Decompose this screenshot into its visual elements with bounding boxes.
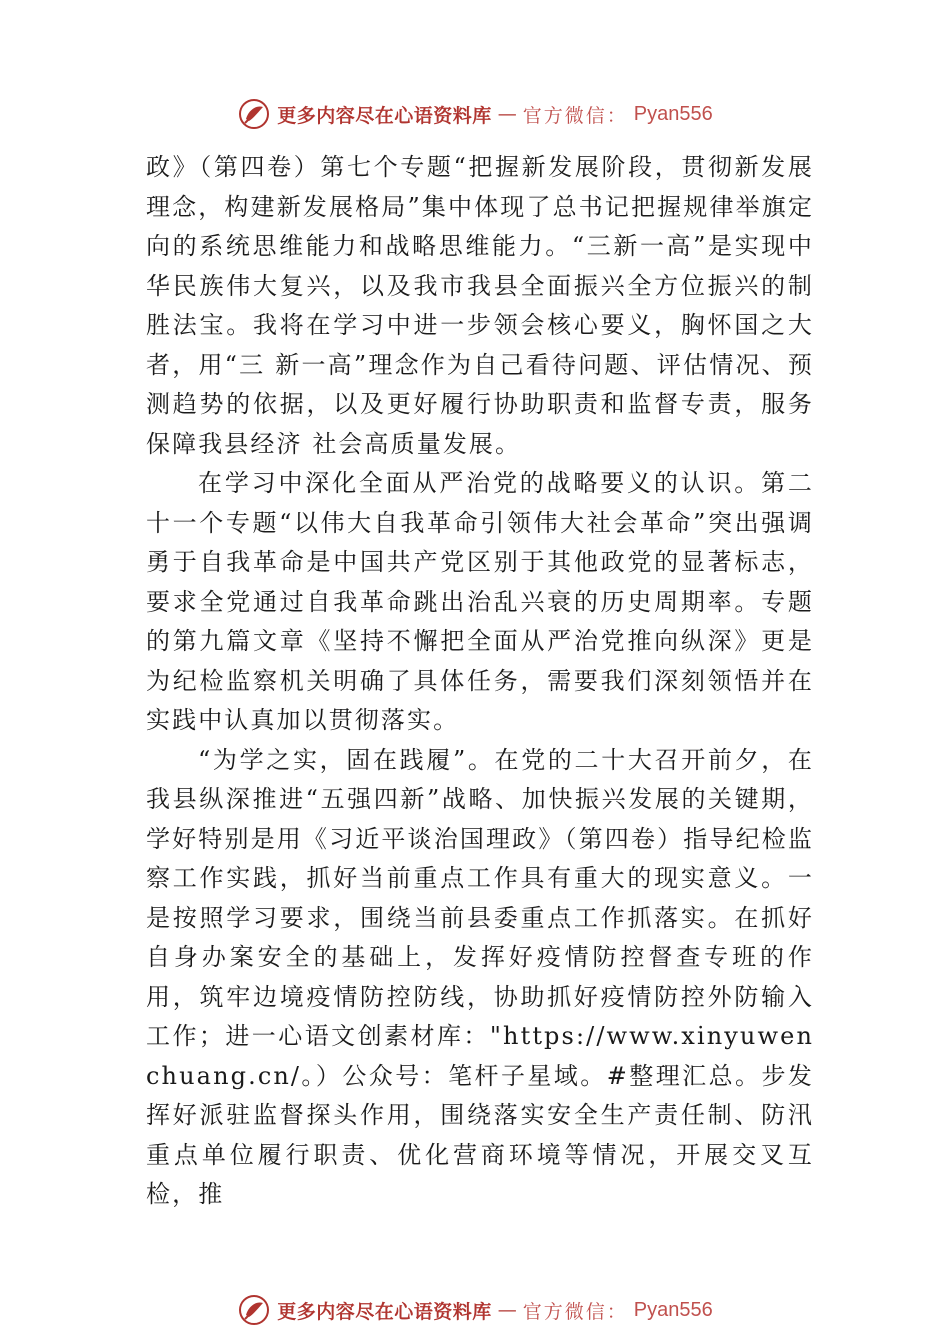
paragraph: “为学之实，固在践履”。在党的二十大召开前夕，在我县纵深推进“五强四新”战略、加快振兴发展的关键期，学好特别是用《习近平谈治国理政》（第四卷）指导纪检监察工作实践，抓好当前重点工作具有重大的现实意义。一是按照学习要求，围绕当前县委重点工作抓落实。在抓好自身办案安全的基础上，发挥好疫情防控督查专班的作用，筑牢边境疫情防控防线，协助抓好疫情防控外防输入工作；进一心语文创素材库："https://www.xinyuwenchuang.cn/。）公众号：笔杆子星域。#整理汇总。步发挥好派驻监督探头作用，围绕落实安全生产责任制、防汛重点单位履行职责、优化营商环境等情况，开展交叉互检，推 — [146, 745, 814, 1208]
banner-dash: — — [497, 103, 517, 125]
brand-logo-icon — [237, 1293, 271, 1327]
paragraph: 政》（第四卷）第七个专题“把握新发展阶段，贯彻新发展理念，构建新发展格局”集中体现了总书记把握规律举旗定向的系统思维能力和战略思维能力。“三新一高”是实现中华民族伟大复兴，以及我市我县全面振兴全方位振兴的制胜法宝。我将在学习中进一步领会核心要义，胸怀国之大者，用“三 新一高”理念作为自己看待问题、评估情况、预测趋势的依据，以及更好履行协助职责和监督专责，服务保障我县经济 社会高质量发展。 — [146, 153, 814, 458]
banner-brand-text: 更多内容尽在心语资料库 — [277, 104, 492, 127]
banner-dash: — — [497, 1299, 517, 1321]
banner-wechat-id: Pyan556 — [633, 1298, 713, 1321]
banner-official-label: 官方微信： — [522, 104, 628, 127]
header-banner — [0, 94, 950, 134]
paragraph: 在学习中深化全面从严治党的战略要义的认识。第二十一个专题“以伟大自我革命引领伟大社会革命”突出强调勇于自我革命是中国共产党区别于其他政党的显著标志，要求全党通过自我革命跳出治乱兴衰的历史周期率。专题的第九篇文章《坚持不懈把全面从严治党推向纵深》更是为纪检监察机关明确了具体任务，需要我们深刻领悟并在实践中认真加以贯彻落实。 — [146, 469, 814, 734]
banner-wechat-id: Pyan556 — [633, 102, 713, 125]
document-body — [146, 148, 814, 1215]
brand-logo-icon — [237, 97, 271, 131]
banner-official-label: 官方微信： — [522, 1300, 628, 1323]
banner-brand-text: 更多内容尽在心语资料库 — [277, 1300, 492, 1323]
footer-banner — [0, 1290, 950, 1330]
